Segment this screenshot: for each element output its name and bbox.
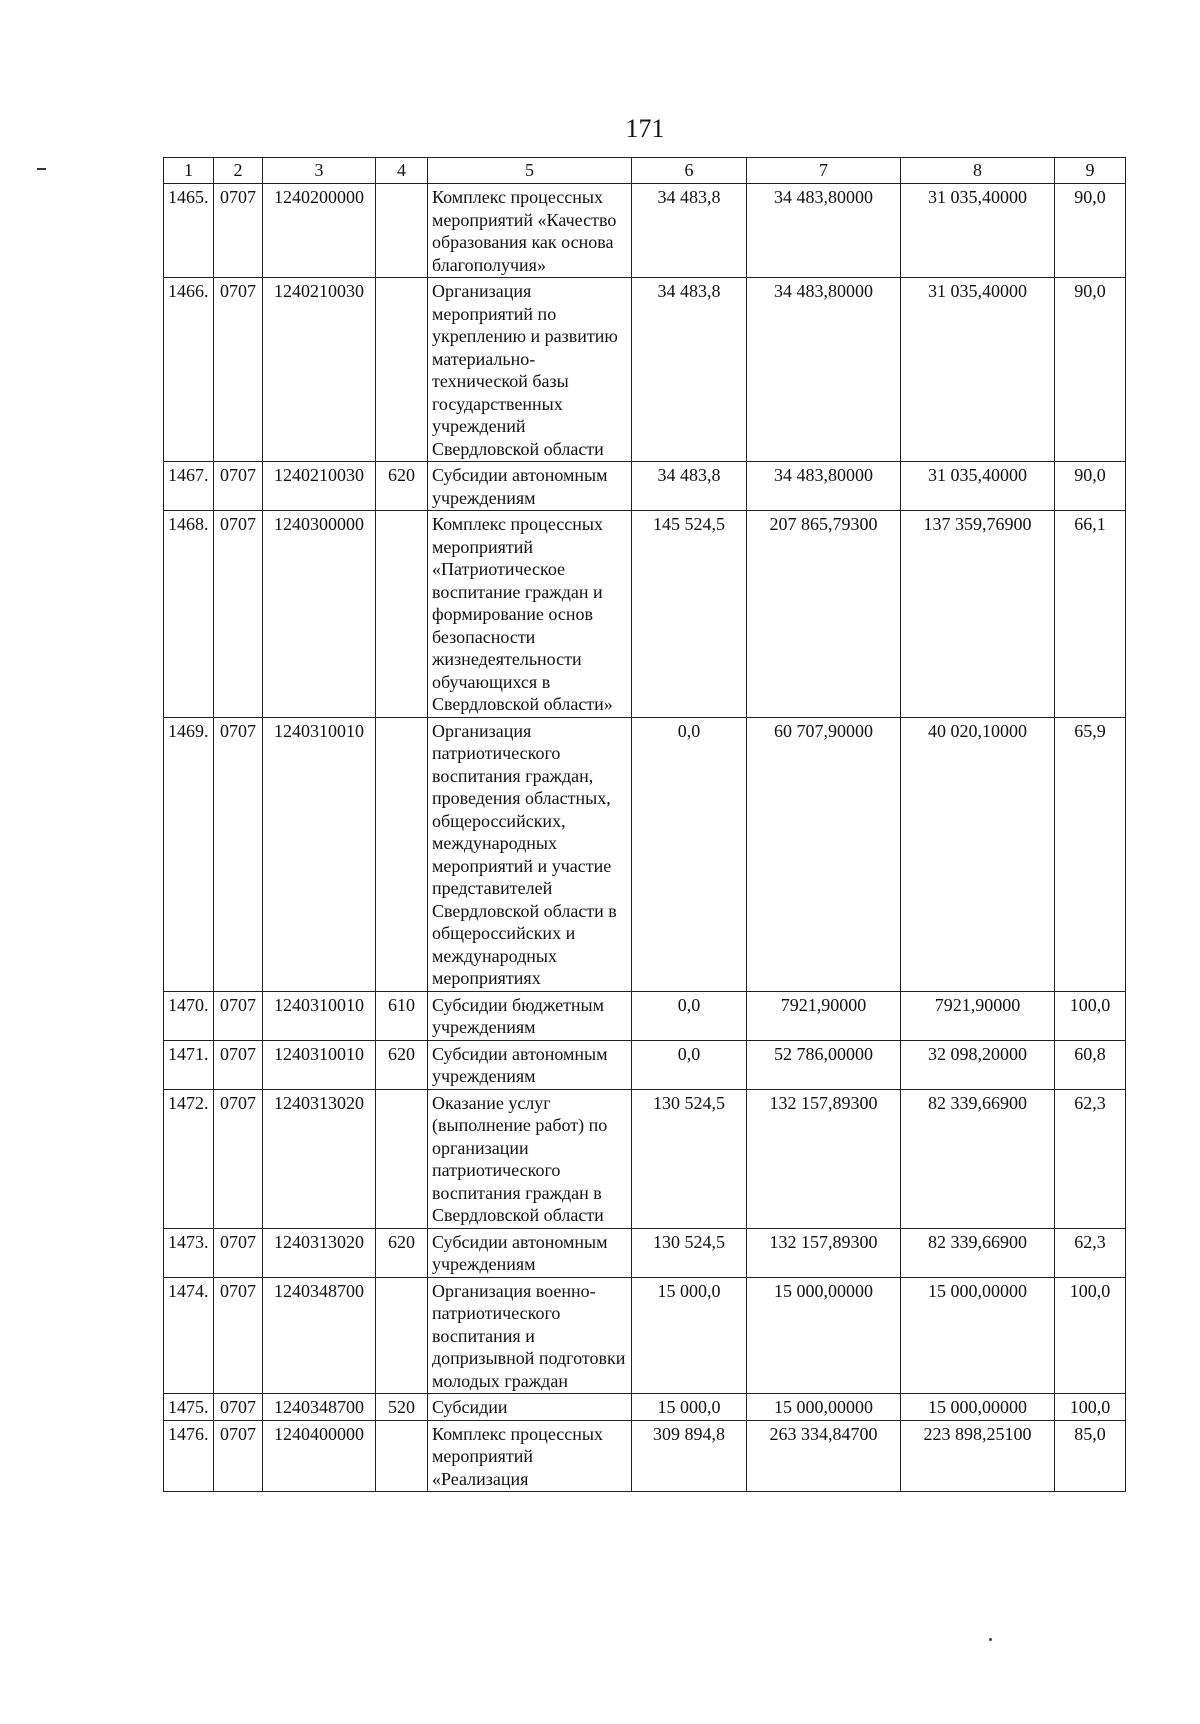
- section-code: 0707: [214, 1040, 263, 1089]
- column-header-1: 1: [164, 158, 214, 184]
- target-article-code: 1240313020: [263, 1089, 376, 1228]
- page-number: 171: [625, 114, 665, 143]
- target-article-code: 1240210030: [263, 278, 376, 462]
- row-number: 1475.: [164, 1394, 214, 1421]
- table-row: [164, 1040, 1126, 1089]
- value-col-8: 32 098,20000: [901, 1040, 1055, 1089]
- table-row: [164, 462, 1126, 511]
- value-col-6: 130 524,5: [632, 1089, 747, 1228]
- value-col-7: 52 786,00000: [747, 1040, 901, 1089]
- target-article-code: 1240210030: [263, 462, 376, 511]
- section-code: 0707: [214, 717, 263, 991]
- expense-type-code: 620: [376, 462, 428, 511]
- row-number: 1466.: [164, 278, 214, 462]
- item-name: Субсидии автономным учреждениям: [428, 462, 632, 511]
- item-name: Организация военно-патриотического воспитания и допризывной подготовки молодых граждан: [428, 1277, 632, 1394]
- value-col-6: 145 524,5: [632, 511, 747, 718]
- row-number: 1467.: [164, 462, 214, 511]
- column-header-8: 8: [901, 158, 1055, 184]
- section-code: 0707: [214, 1089, 263, 1228]
- target-article-code: 1240348700: [263, 1394, 376, 1421]
- table-row: [164, 1277, 1126, 1394]
- value-col-6: 0,0: [632, 1040, 747, 1089]
- section-code: 0707: [214, 1420, 263, 1492]
- row-number: 1473.: [164, 1228, 214, 1277]
- value-col-6: 15 000,0: [632, 1394, 747, 1421]
- target-article-code: 1240300000: [263, 511, 376, 718]
- expense-type-code: [376, 717, 428, 991]
- item-name: Субсидии автономным учреждениям: [428, 1040, 632, 1089]
- header-row: [164, 158, 1126, 184]
- item-name: Организация мероприятий по укреплению и развитию материально-технической базы государственных учреждений Свердловской области: [428, 278, 632, 462]
- row-number: 1476.: [164, 1420, 214, 1492]
- value-col-7: 15 000,00000: [747, 1394, 901, 1421]
- expense-type-code: 610: [376, 991, 428, 1040]
- row-number: 1465.: [164, 184, 214, 278]
- percent-col-9: 66,1: [1055, 511, 1126, 718]
- item-name: Комплекс процессных мероприятий «Качество образования как основа благополучия»: [428, 184, 632, 278]
- expense-type-code: [376, 1277, 428, 1394]
- section-code: 0707: [214, 278, 263, 462]
- percent-col-9: 100,0: [1055, 1394, 1126, 1421]
- value-col-6: 0,0: [632, 991, 747, 1040]
- column-header-5: 5: [428, 158, 632, 184]
- percent-col-9: 100,0: [1055, 991, 1126, 1040]
- percent-col-9: 90,0: [1055, 278, 1126, 462]
- item-name: Организация патриотического воспитания граждан, проведения областных, общероссийских, международных мероприятий и участие представителей Свердловской области в общероссийских и международных мероприятиях: [428, 717, 632, 991]
- expense-type-code: 620: [376, 1228, 428, 1277]
- table-row: [164, 717, 1126, 991]
- value-col-6: 34 483,8: [632, 278, 747, 462]
- value-col-8: 31 035,40000: [901, 278, 1055, 462]
- value-col-7: 34 483,80000: [747, 184, 901, 278]
- table-row: [164, 278, 1126, 462]
- value-col-7: 132 157,89300: [747, 1089, 901, 1228]
- value-col-7: 15 000,00000: [747, 1277, 901, 1394]
- percent-col-9: 100,0: [1055, 1277, 1126, 1394]
- value-col-8: 82 339,66900: [901, 1089, 1055, 1228]
- value-col-7: 207 865,79300: [747, 511, 901, 718]
- item-name: Оказание услуг (выполнение работ) по организации патриотического воспитания граждан в Свердловской области: [428, 1089, 632, 1228]
- table-body: [164, 184, 1126, 1492]
- value-col-8: 82 339,66900: [901, 1228, 1055, 1277]
- column-header-9: 9: [1055, 158, 1126, 184]
- table-row: [164, 184, 1126, 278]
- value-col-6: 130 524,5: [632, 1228, 747, 1277]
- percent-col-9: 90,0: [1055, 184, 1126, 278]
- row-number: 1468.: [164, 511, 214, 718]
- target-article-code: 1240310010: [263, 717, 376, 991]
- row-number: 1474.: [164, 1277, 214, 1394]
- row-number: 1469.: [164, 717, 214, 991]
- expense-type-code: [376, 278, 428, 462]
- expense-type-code: [376, 1420, 428, 1492]
- target-article-code: 1240310010: [263, 991, 376, 1040]
- item-name: Субсидии автономным учреждениям: [428, 1228, 632, 1277]
- section-code: 0707: [214, 1394, 263, 1421]
- column-header-3: 3: [263, 158, 376, 184]
- row-number: 1470.: [164, 991, 214, 1040]
- percent-col-9: 65,9: [1055, 717, 1126, 991]
- section-code: 0707: [214, 462, 263, 511]
- expense-type-code: [376, 184, 428, 278]
- value-col-6: 309 894,8: [632, 1420, 747, 1492]
- row-number: 1472.: [164, 1089, 214, 1228]
- value-col-8: 31 035,40000: [901, 184, 1055, 278]
- section-code: 0707: [214, 1228, 263, 1277]
- value-col-7: 60 707,90000: [747, 717, 901, 991]
- target-article-code: 1240200000: [263, 184, 376, 278]
- budget-table: [163, 157, 1126, 1492]
- item-name: Субсидии бюджетным учреждениям: [428, 991, 632, 1040]
- margin-mark: [37, 168, 46, 170]
- value-col-8: 15 000,00000: [901, 1394, 1055, 1421]
- expense-type-code: 620: [376, 1040, 428, 1089]
- column-header-4: 4: [376, 158, 428, 184]
- value-col-8: 137 359,76900: [901, 511, 1055, 718]
- value-col-7: 34 483,80000: [747, 278, 901, 462]
- value-col-6: 34 483,8: [632, 462, 747, 511]
- value-col-8: 223 898,25100: [901, 1420, 1055, 1492]
- target-article-code: 1240400000: [263, 1420, 376, 1492]
- table-row: [164, 1089, 1126, 1228]
- row-number: 1471.: [164, 1040, 214, 1089]
- target-article-code: 1240313020: [263, 1228, 376, 1277]
- value-col-6: 0,0: [632, 717, 747, 991]
- value-col-8: 7921,90000: [901, 991, 1055, 1040]
- expense-type-code: [376, 1089, 428, 1228]
- section-code: 0707: [214, 991, 263, 1040]
- scan-dot: [989, 1638, 992, 1641]
- expense-type-code: 520: [376, 1394, 428, 1421]
- table-row: [164, 1394, 1126, 1421]
- item-name: Комплекс процессных мероприятий «Патриотическое воспитание граждан и формирование основ безопасности жизнедеятельности обучающихся в Свердловской области»: [428, 511, 632, 718]
- value-col-7: 132 157,89300: [747, 1228, 901, 1277]
- section-code: 0707: [214, 184, 263, 278]
- value-col-8: 31 035,40000: [901, 462, 1055, 511]
- column-header-7: 7: [747, 158, 901, 184]
- column-header-2: 2: [214, 158, 263, 184]
- table-row: [164, 511, 1126, 718]
- section-code: 0707: [214, 1277, 263, 1394]
- value-col-8: 15 000,00000: [901, 1277, 1055, 1394]
- percent-col-9: 62,3: [1055, 1089, 1126, 1228]
- item-name: Субсидии: [428, 1394, 632, 1421]
- percent-col-9: 62,3: [1055, 1228, 1126, 1277]
- column-header-6: 6: [632, 158, 747, 184]
- item-name: Комплекс процессных мероприятий «Реализация: [428, 1420, 632, 1492]
- value-col-7: 34 483,80000: [747, 462, 901, 511]
- target-article-code: 1240310010: [263, 1040, 376, 1089]
- percent-col-9: 60,8: [1055, 1040, 1126, 1089]
- value-col-6: 34 483,8: [632, 184, 747, 278]
- value-col-7: 7921,90000: [747, 991, 901, 1040]
- percent-col-9: 85,0: [1055, 1420, 1126, 1492]
- table-row: [164, 1420, 1126, 1492]
- value-col-6: 15 000,0: [632, 1277, 747, 1394]
- value-col-8: 40 020,10000: [901, 717, 1055, 991]
- target-article-code: 1240348700: [263, 1277, 376, 1394]
- value-col-7: 263 334,84700: [747, 1420, 901, 1492]
- expense-type-code: [376, 511, 428, 718]
- percent-col-9: 90,0: [1055, 462, 1126, 511]
- table-row: [164, 1228, 1126, 1277]
- section-code: 0707: [214, 511, 263, 718]
- table-row: [164, 991, 1126, 1040]
